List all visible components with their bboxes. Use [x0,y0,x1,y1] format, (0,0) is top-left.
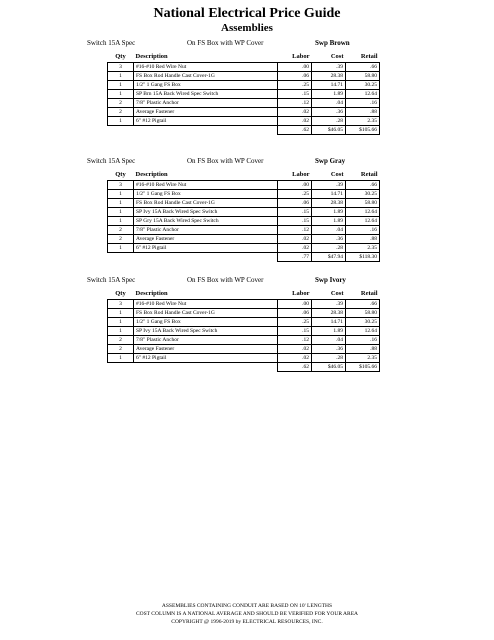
cell-retail: .88 [346,345,380,354]
cell-cost: 14.71 [312,318,346,327]
cell-labor: .15 [278,90,312,99]
cell-qty: 3 [108,181,134,190]
table-row [108,235,380,244]
cell-cost: 1.89 [312,90,346,99]
totals-row [108,363,380,372]
footer-line: COST COLUMN IS A NATIONAL AVERAGE AND SHOULD BE VERIFIED FOR YOUR AREA [135,611,359,617]
cell-qty: 1 [108,217,134,226]
table-header-row [108,168,380,181]
table-row [108,99,380,108]
cell-qty: 3 [108,63,134,72]
table-row [108,300,380,309]
cell-description: 1/2" 1 Gang FS Box [134,81,278,90]
column-header-labor: Labor [278,50,312,63]
cell-qty: 1 [108,354,134,363]
cell-cost: 1.89 [312,208,346,217]
cell-cost: .04 [312,226,346,235]
cell-description: 6" #12 Pigtail [134,117,278,126]
cell-qty: 1 [108,190,134,199]
table-row [108,336,380,345]
cell-cost: 28.38 [312,199,346,208]
table-header-row [108,287,380,300]
assembly-table [107,287,380,372]
section-color: Swp Brown [315,39,350,47]
table-row [108,190,380,199]
cell-retail: 12.64 [346,90,380,99]
cell-description: Average Fastener [134,108,278,117]
section-color: Swp Gray [315,157,346,165]
column-header-cost: Cost [312,287,346,300]
totals-blank [108,253,134,262]
cell-qty: 2 [108,226,134,235]
cell-qty: 1 [108,208,134,217]
cell-retail: .66 [346,63,380,72]
column-header-retail: Retail [346,168,380,181]
column-header-cost: Cost [312,50,346,63]
cell-cost: .36 [312,345,346,354]
section-description: On FS Box with WP Cover [187,157,264,165]
column-header-description: Description [134,287,278,300]
cell-qty: 1 [108,90,134,99]
cell-labor: .02 [278,345,312,354]
table-row [108,208,380,217]
totals-row [108,253,380,262]
cell-cost: .39 [312,300,346,309]
cell-labor: .06 [278,199,312,208]
cell-labor: .25 [278,81,312,90]
cell-retail: .16 [346,99,380,108]
cell-labor: .00 [278,300,312,309]
cell-qty: 1 [108,318,134,327]
cell-description: SP Ivy 15A Back Wired Spec Switch [134,327,278,336]
cell-qty: 1 [108,309,134,318]
total-cost: $46.05 [312,363,346,372]
cell-labor: .06 [278,309,312,318]
table-row [108,90,380,99]
table-row [108,217,380,226]
cell-cost: .39 [312,63,346,72]
cell-retail: .88 [346,235,380,244]
section-description: On FS Box with WP Cover [187,39,264,47]
column-header-qty: Qty [108,168,134,181]
table-row [108,63,380,72]
table-row [108,181,380,190]
column-header-cost: Cost [312,168,346,181]
cell-labor: .15 [278,327,312,336]
column-header-description: Description [134,50,278,63]
totals-row [108,126,380,135]
footer-line: COPYRIGHT @ 1996-2019 by ELECTRICAL RESOURCES, INC. [171,619,323,625]
cell-retail: .66 [346,300,380,309]
cell-retail: .16 [346,336,380,345]
cell-qty: 2 [108,108,134,117]
cell-cost: .36 [312,108,346,117]
cell-description: FS Box Rod Handle Cast Cover-1G [134,309,278,318]
cell-qty: 2 [108,235,134,244]
cell-retail: 12.64 [346,217,380,226]
cell-description: 6" #12 Pigtail [134,244,278,253]
table-row [108,354,380,363]
cell-retail: 30.25 [346,81,380,90]
page-title: National Electrical Price Guide [153,6,341,21]
cell-cost: 14.71 [312,190,346,199]
assembly-table [107,50,380,135]
total-cost: $47.94 [312,253,346,262]
cell-description: 1/2" 1 Gang FS Box [134,318,278,327]
cell-qty: 1 [108,72,134,81]
cell-description: FS Box Rod Handle Cast Cover-1G [134,72,278,81]
section-spec: Switch 15A Spec [87,39,136,47]
cell-description: SP Brn 15A Back Wired Spec Switch [134,90,278,99]
section-spec: Switch 15A Spec [87,157,136,165]
column-header-retail: Retail [346,50,380,63]
cell-retail: 2.35 [346,244,380,253]
table-row [108,226,380,235]
cell-cost: 28.38 [312,72,346,81]
table-row [108,199,380,208]
cell-retail: 30.25 [346,318,380,327]
cell-description: #16-#10 Red Wire Nut [134,63,278,72]
assembly-table [107,168,380,262]
column-header-description: Description [134,168,278,181]
cell-cost: .28 [312,117,346,126]
column-header-retail: Retail [346,287,380,300]
cell-description: 7/8" Plastic Anchor [134,226,278,235]
section-spec: Switch 15A Spec [87,276,136,284]
cell-description: #16-#10 Red Wire Nut [134,181,278,190]
assembly-section [0,36,494,135]
cell-retail: 12.64 [346,208,380,217]
cell-retail: .88 [346,108,380,117]
cell-labor: .00 [278,181,312,190]
footer-line: ASSEMBLIES CONTAINING CONDUIT ARE BASED ON 10' LENGTHS [161,603,333,609]
totals-blank [134,126,278,135]
page-subtitle: Assemblies [221,22,273,34]
cell-cost: .36 [312,235,346,244]
totals-blank [134,253,278,262]
column-header-qty: Qty [108,50,134,63]
cell-cost: .04 [312,336,346,345]
table-row [108,81,380,90]
cell-cost: .28 [312,354,346,363]
cell-retail: .66 [346,181,380,190]
assembly-section [0,273,494,372]
cell-labor: .12 [278,226,312,235]
cell-description: SP Gry 15A Back Wired Spec Switch [134,217,278,226]
cell-labor: .00 [278,63,312,72]
table-row [108,318,380,327]
cell-cost: .28 [312,244,346,253]
cell-qty: 1 [108,327,134,336]
cell-labor: .12 [278,336,312,345]
cell-cost: 1.89 [312,327,346,336]
cell-labor: .02 [278,244,312,253]
assembly-section [0,154,494,262]
table-row [108,72,380,81]
cell-qty: 1 [108,199,134,208]
cell-description: Average Fastener [134,345,278,354]
cell-labor: .25 [278,190,312,199]
cell-cost: 1.89 [312,217,346,226]
section-header [0,36,494,50]
cell-labor: .02 [278,354,312,363]
cell-description: Average Fastener [134,235,278,244]
cell-labor: .06 [278,72,312,81]
cell-qty: 3 [108,300,134,309]
section-header [0,154,494,168]
footer-notes [0,602,494,626]
table-row [108,345,380,354]
cell-labor: .02 [278,117,312,126]
total-retail: $105.66 [346,363,380,372]
totals-blank [108,363,134,372]
cell-qty: 1 [108,244,134,253]
column-header-labor: Labor [278,287,312,300]
cell-cost: 14.71 [312,81,346,90]
table-row [108,117,380,126]
table-row [108,244,380,253]
cell-description: FS Box Rod Handle Cast Cover-1G [134,199,278,208]
cell-labor: .02 [278,108,312,117]
cell-cost: .04 [312,99,346,108]
total-retail: $118.30 [346,253,380,262]
cell-description: SP Ivy 15A Back Wired Spec Switch [134,208,278,217]
totals-blank [134,363,278,372]
section-color: Swp Ivory [315,276,346,284]
cell-description: 7/8" Plastic Anchor [134,336,278,345]
cell-description: #16-#10 Red Wire Nut [134,300,278,309]
cell-labor: .12 [278,99,312,108]
column-header-qty: Qty [108,287,134,300]
totals-blank [108,126,134,135]
cell-retail: 2.35 [346,117,380,126]
cell-qty: 1 [108,81,134,90]
cell-cost: .39 [312,181,346,190]
cell-labor: .25 [278,318,312,327]
cell-cost: 28.38 [312,309,346,318]
cell-qty: 1 [108,117,134,126]
total-labor: .62 [278,363,312,372]
cell-retail: 30.25 [346,190,380,199]
cell-retail: .16 [346,226,380,235]
cell-qty: 2 [108,345,134,354]
table-row [108,327,380,336]
section-description: On FS Box with WP Cover [187,276,264,284]
cell-description: 7/8" Plastic Anchor [134,99,278,108]
total-cost: $46.05 [312,126,346,135]
total-retail: $105.66 [346,126,380,135]
cell-retail: 58.80 [346,199,380,208]
total-labor: .77 [278,253,312,262]
cell-labor: .15 [278,208,312,217]
cell-retail: 58.80 [346,72,380,81]
cell-retail: 12.64 [346,327,380,336]
cell-description: 1/2" 1 Gang FS Box [134,190,278,199]
cell-description: 6" #12 Pigtail [134,354,278,363]
table-row [108,309,380,318]
cell-qty: 2 [108,99,134,108]
total-labor: .62 [278,126,312,135]
section-header [0,273,494,287]
column-header-labor: Labor [278,168,312,181]
cell-retail: 2.35 [346,354,380,363]
cell-labor: .15 [278,217,312,226]
cell-labor: .02 [278,235,312,244]
cell-retail: 58.80 [346,309,380,318]
table-header-row [108,50,380,63]
table-row [108,108,380,117]
cell-qty: 2 [108,336,134,345]
